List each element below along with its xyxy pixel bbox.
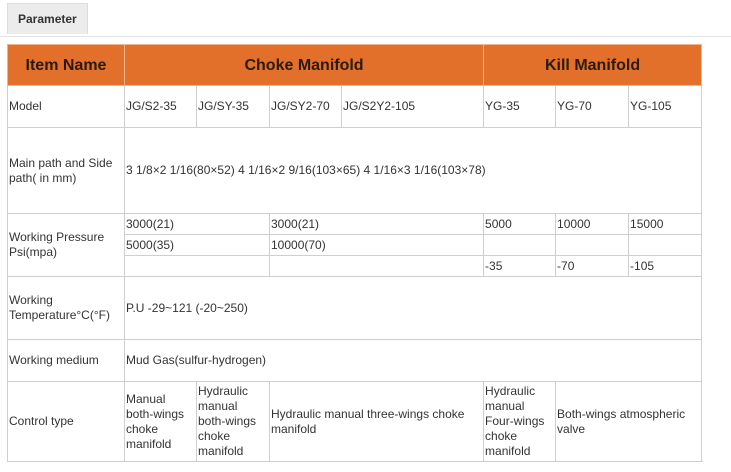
row-label-working-pressure: Working Pressure Psi(mpa) [8, 214, 125, 277]
pressure-cell: -35 [484, 256, 556, 277]
model-cell: YG-105 [629, 86, 702, 128]
pressure-cell: 10000 [556, 214, 629, 235]
parameter-table [7, 44, 702, 462]
pressure-cell: -70 [556, 256, 629, 277]
row-label-model: Model [8, 86, 125, 128]
pressure-cell-empty [484, 235, 556, 256]
header-item-name: Item Name [8, 45, 125, 86]
model-cell: YG-70 [556, 86, 629, 128]
tab-bar [0, 0, 731, 37]
pressure-cell: 3000(21) [125, 214, 270, 235]
row-label-working-temperature: Working Temperature°C(°F) [8, 277, 125, 340]
working-temperature-value: P.U -29~121 (-20~250) [125, 277, 702, 340]
control-type-cell: Hydraulic manual both-wings choke manifold [197, 382, 270, 462]
control-type-cell: Hydraulic manual three-wings choke manifold [270, 382, 484, 462]
pressure-cell-empty [270, 256, 484, 277]
pressure-cell-empty [556, 235, 629, 256]
table-row-pressure-1 [8, 214, 702, 235]
control-type-cell: Manual both-wings choke manifold [125, 382, 197, 462]
row-label-main-path: Main path and Side path( in mm) [8, 128, 125, 214]
model-cell: JG/S2-35 [125, 86, 197, 128]
working-medium-value: Mud Gas(sulfur-hydrogen) [125, 340, 702, 382]
table-row-control-type [8, 382, 702, 462]
table-row-main-path [8, 128, 702, 214]
model-cell: JG/SY-35 [197, 86, 270, 128]
main-path-value: 3 1/8×2 1/16(80×52) 4 1/16×2 9/16(103×65) 4 1/16×3 1/16(103×78) [125, 128, 702, 214]
model-cell: JG/S2Y2-105 [342, 86, 484, 128]
model-cell: JG/SY2-70 [270, 86, 342, 128]
control-type-cell: Both-wings atmospheric valve [556, 382, 702, 462]
table-row-working-temperature [8, 277, 702, 340]
pressure-cell: 10000(70) [270, 235, 484, 256]
header-row [8, 45, 702, 86]
table-row-working-medium [8, 340, 702, 382]
table-row-model [8, 86, 702, 128]
pressure-cell: 3000(21) [270, 214, 484, 235]
header-kill-manifold: Kill Manifold [484, 45, 702, 86]
pressure-cell-empty [629, 235, 702, 256]
pressure-cell: 15000 [629, 214, 702, 235]
pressure-cell-empty [125, 256, 270, 277]
tab-parameter[interactable]: Parameter [7, 3, 88, 34]
pressure-cell: 5000 [484, 214, 556, 235]
model-cell: YG-35 [484, 86, 556, 128]
row-label-control-type: Control type [8, 382, 125, 462]
row-label-working-medium: Working medium [8, 340, 125, 382]
pressure-cell: -105 [629, 256, 702, 277]
control-type-cell: Hydraulic manual Four-wings choke manifold [484, 382, 556, 462]
header-choke-manifold: Choke Manifold [125, 45, 484, 86]
pressure-cell: 5000(35) [125, 235, 270, 256]
